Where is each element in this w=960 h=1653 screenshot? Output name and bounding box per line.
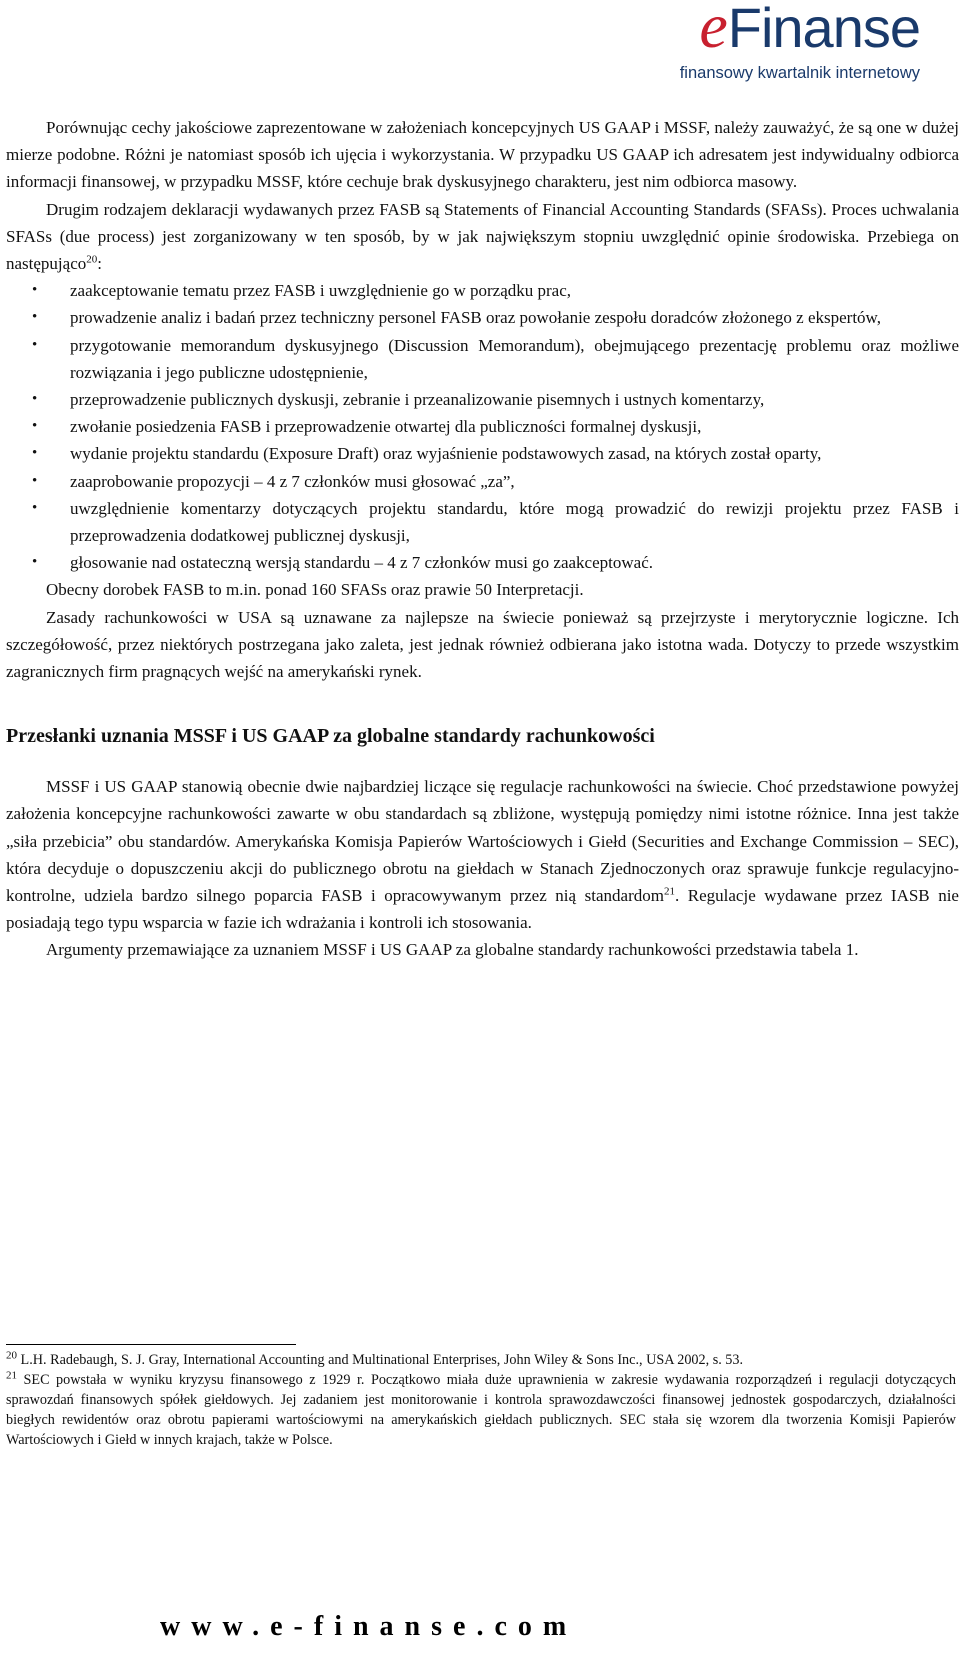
- logo-finanse: Finanse: [727, 0, 920, 59]
- logo-tagline: finansowy kwartalnik internetowy: [679, 64, 920, 82]
- paragraph-5-end: . Regulacje wydawane przez IASB nie posiadają tego typu wsparcia w fazie ich wdrażania i kontroli ich stosowania.: [6, 886, 959, 933]
- list-item: • uwzględnienie komentarzy dotyczących projektu standardu, które mogą prowadzić do rewizji projektu przez FASB i przeprowadzenia dodatkowej publicznej dyskusji,: [6, 495, 959, 549]
- footnote-divider: [6, 1344, 296, 1345]
- logo-e: e: [699, 0, 728, 61]
- footnote-text: L.H. Radebaugh, S. J. Gray, International Accounting and Multinational Enterprises, John Wiley & Sons Inc., USA 2002, s. 53.: [20, 1352, 744, 1368]
- paragraph-3: Obecny dorobek FASB to m.in. ponad 160 SFASs oraz prawie 50 Interpretacji.: [46, 580, 584, 600]
- footnote-number: 20: [6, 1349, 17, 1362]
- list-item: • prowadzenie analiz i badań przez techniczny personel FASB oraz powołanie zespołu doradców złożonego z ekspertów,: [6, 304, 959, 331]
- footnote-text: SEC powstała w wyniku kryzysu finansowego z 1929 r. Początkowo miała duże uprawnienia w zakresie wydawania rozporządzeń i regulacji dotyczących sprawozdań finansowych spółek giełdowych. Jej zadaniem jest monitorowanie i kontrola sprawozdawczości finansowej jednostek gospodarczych, działalności biegłych rewidentów oraz obrotu papierami wartościowymi na amerykańskich giełdach publicznych. SEC stała się wzorem dla tworzenia Komisji Papierów Wartościowych i Giełd w innych krajach, także w Polsce.: [6, 1372, 956, 1448]
- footnote-number: 21: [6, 1369, 17, 1382]
- due-process-list: [6, 277, 959, 576]
- footer-url[interactable]: www.e-finanse.com: [160, 1611, 578, 1642]
- footnote-ref-20[interactable]: 20: [86, 253, 98, 266]
- list-item: • zwołanie posiedzenia FASB i przeprowadzenie otwartej dla publiczności formalnej dyskusji,: [6, 413, 959, 440]
- paragraph-6: Argumenty przemawiające za uznaniem MSSF i US GAAP za globalne standardy rachunkowości przedstawia tabela 1.: [46, 940, 859, 960]
- footnote-20: [6, 1350, 956, 1370]
- document-body: [6, 114, 959, 964]
- paragraph-2-text: Drugim rodzajem deklaracji wydawanych przez FASB są Statements of Financial Accounting Standards (SFASs). Proces uchwalania SFASs (due process) jest zorganizowany w ten sposób, by w jak największym stopniu uwzględnić opinie środowiska. Przebiega on następująco: [6, 199, 959, 274]
- paragraph-2: [6, 196, 959, 278]
- list-item: • zaakceptowanie tematu przez FASB i uwzględnienie go w porządku prac,: [6, 277, 959, 304]
- paragraph-5: [6, 773, 959, 936]
- paragraph-4: Zasady rachunkowości w USA są uznawane za najlepsze na świecie ponieważ są przejrzyste i merytorycznie logiczne. Ich szczegółowość, przez niektórych postrzegana jako zaleta, jest jednak również odbierana jako istotna wada. Dotyczy to przede wszystkim zagranicznych firm pragnących wejść na amerykański rynek.: [6, 607, 959, 682]
- paragraph-1: Porównując cechy jakościowe zaprezentowane w założeniach koncepcyjnych US GAAP i MSSF, należy zauważyć, że są one w dużej mierze podobne. Różni je natomiast sposób ich ujęcia i wykorzystania. W przypadku US GAAP ich adresatem jest indywidualny odbiorca informacji finansowej, w przypadku MSSF, które cechuje brak dyskusyjnego charakteru, jest nim odbiorca masowy.: [6, 118, 959, 192]
- footnotes: [6, 1350, 956, 1450]
- footnote-ref-21[interactable]: 21: [663, 885, 675, 898]
- list-item: • wydanie projektu standardu (Exposure Draft) oraz wyjaśnienie podstawowych zasad, na których został oparty,: [6, 440, 959, 467]
- footnote-21: [6, 1370, 956, 1450]
- list-item: • przeprowadzenie publicznych dyskusji, zebranie i przeanalizowanie pisemnych i ustnych komentarzy,: [6, 386, 959, 413]
- section-heading: Przesłanki uznania MSSF i US GAAP za globalne standardy rachunkowości: [6, 725, 655, 748]
- logo-wordmark: [699, 0, 920, 61]
- efinanse-logo: [660, 0, 920, 92]
- paragraph-2-end: :: [97, 254, 102, 274]
- paragraph-5-text: MSSF i US GAAP stanowią obecnie dwie najbardziej liczące się regulacje rachunkowości na świecie. Choć przedstawione powyżej założenia koncepcyjne rachunkowości zawarte w obu standardach są zbliżone, występują pomiędzy nimi istotne różnice. Inna jest także „siła przebicia” obu standardów. Amerykańska Komisja Papierów Wartościowych i Giełd (Securities and Exchange Commission – SEC), która decyduje o dopuszczeniu akcji do publicznego obrotu na giełdach w Stanach Zjednoczonych oraz sprawuje funkcje regulacyjno-kontrolne, udziela bardzo silnego poparcia FASB i opracowywanym przez nią standardom: [6, 777, 959, 906]
- list-item: • przygotowanie memorandum dyskusyjnego (Discussion Memorandum), obejmującego prezentację problemu oraz możliwe rozwiązania i jego publiczne udostępnienie,: [6, 332, 959, 386]
- list-item: • głosowanie nad ostateczną wersją standardu – 4 z 7 członków musi go zaakceptować.: [6, 549, 959, 576]
- list-item: • zaaprobowanie propozycji – 4 z 7 członków musi głosować „za”,: [6, 468, 959, 495]
